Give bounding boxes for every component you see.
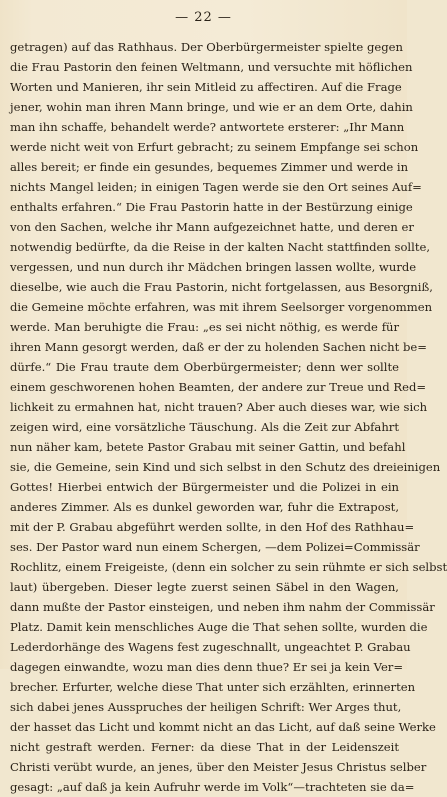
text-line: Lederdorhänge des Wagens fest zugeschnallt, ungeachtet P. Grabau — [10, 640, 411, 654]
text-line: werde. Man beruhigte die Frau: „es sei nicht nöthig, es werde für — [10, 320, 399, 334]
text-line: die Gemeine möchte erfahren, was mit ihrem Seelsorger vorgenommen — [10, 300, 433, 314]
text-line: der hasset das Licht und kommt nicht an das Licht, auf daß seine Werke — [10, 720, 436, 734]
text-line: von den Sachen, welche ihr Mann aufgezeichnet hatte, und deren er — [10, 220, 414, 234]
text-line: Christi verübt wurde, an jenes, über den Meister Jesus Christus selber — [10, 760, 427, 774]
text-line: Rochlitz, einem Freigeiste, (denn ein solcher zu sein rühmte er sich selbst — [10, 560, 447, 574]
text-line: Platz. Damit kein menschliches Auge die That sehen sollte, wurden die — [10, 620, 428, 634]
text-line: alles bereit; er finde ein gesundes, bequemes Zimmer und werde in — [10, 160, 409, 174]
text-line: vergessen, und nun durch ihr Mädchen bringen lassen wollte, wurde — [10, 260, 417, 274]
text-line: gesagt: „auf daß ja kein Aufruhr werde im Volk“—trachteten sie da= — [10, 780, 415, 794]
text-line: sie, die Gemeine, sein Kind und sich selbst in den Schutz des dreieinigen — [10, 460, 441, 474]
text-line: Gottes! Hierbei entwich der Bürgermeister und die Polizei in ein — [10, 480, 399, 494]
text-line: dann mußte der Pastor einsteigen, und neben ihm nahm der Commissär — [10, 600, 435, 614]
text-line: nichts Mangel leiden; in einigen Tagen werde sie den Ort seines Auf= — [10, 180, 422, 194]
text-line: dürfe.“ Die Frau traute dem Oberbürgermeister; denn wer sollte — [10, 360, 399, 374]
text-line: mit der P. Grabau abgeführt werden sollte, in den Hof des Rathhau= — [10, 520, 415, 534]
text-line: dagegen einwandte, wozu man dies denn thue? Er sei ja kein Ver= — [10, 660, 404, 674]
text-line: enthalts erfahren.“ Die Frau Pastorin hatte in der Bestürzung einige — [10, 200, 413, 214]
text-line: nun näher kam, betete Pastor Grabau mit seiner Gattin, und befahl — [10, 440, 406, 454]
text-line: dieselbe, wie auch die Frau Pastorin, nicht fortgelassen, aus Besorgniß, — [10, 280, 433, 294]
text-line: notwendig bedürfte, da die Reise in der kalten Nacht stattfinden sollte, — [10, 240, 431, 254]
text-line: einem geschworenen hohen Beamten, der andere zur Treue und Red= — [10, 380, 427, 394]
text-line: ihren Mann gesorgt werden, daß er der zu holenden Sachen nicht be= — [10, 340, 427, 354]
text-line: man ihn schaffe, behandelt werde? antwortete ersterer: „Ihr Mann — [10, 120, 405, 134]
text-line: lichkeit zu ermahnen hat, nicht trauen? Aber auch dieses war, wie sich — [10, 400, 428, 414]
text-line: die Frau Pastorin den feinen Weltmann, und versuchte mit höflichen — [10, 60, 413, 74]
text-line: Worten und Manieren, ihr sein Mitleid zu affectiren. Auf die Frage — [10, 80, 402, 94]
text-line: nicht gestraft werden. Ferner: da diese That in der Leidenszeit — [10, 740, 399, 754]
text-line: sich dabei jenes Ausspruches der heiligen Schrift: Wer Arges thut, — [10, 700, 402, 714]
page-number: — 22 — — [175, 10, 232, 25]
text-line: zeigen wird, eine vorsätzliche Täuschung. Als die Zeit zur Abfahrt — [10, 420, 399, 434]
text-line: ses. Der Pastor ward nun einem Schergen, —dem Polizei=Commissär — [10, 540, 420, 554]
text-line: getragen) auf das Rathhaus. Der Oberbürgermeister spielte gegen — [10, 40, 403, 54]
text-line: werde nicht weit von Erfurt gebracht; zu seinem Empfange sei schon — [10, 140, 419, 154]
text-line: anderes Zimmer. Als es dunkel geworden war, fuhr die Extrapost, — [10, 500, 399, 514]
body-text — [10, 37, 447, 797]
text-line: brecher. Erfurter, welche diese That unter sich erzählten, erinnerten — [10, 680, 416, 694]
text-line: jener, wohin man ihren Mann bringe, und wie er an dem Orte, dahin — [10, 100, 413, 114]
text-line: laut) übergeben. Dieser legte zuerst seinen Säbel in den Wagen, — [10, 580, 399, 594]
